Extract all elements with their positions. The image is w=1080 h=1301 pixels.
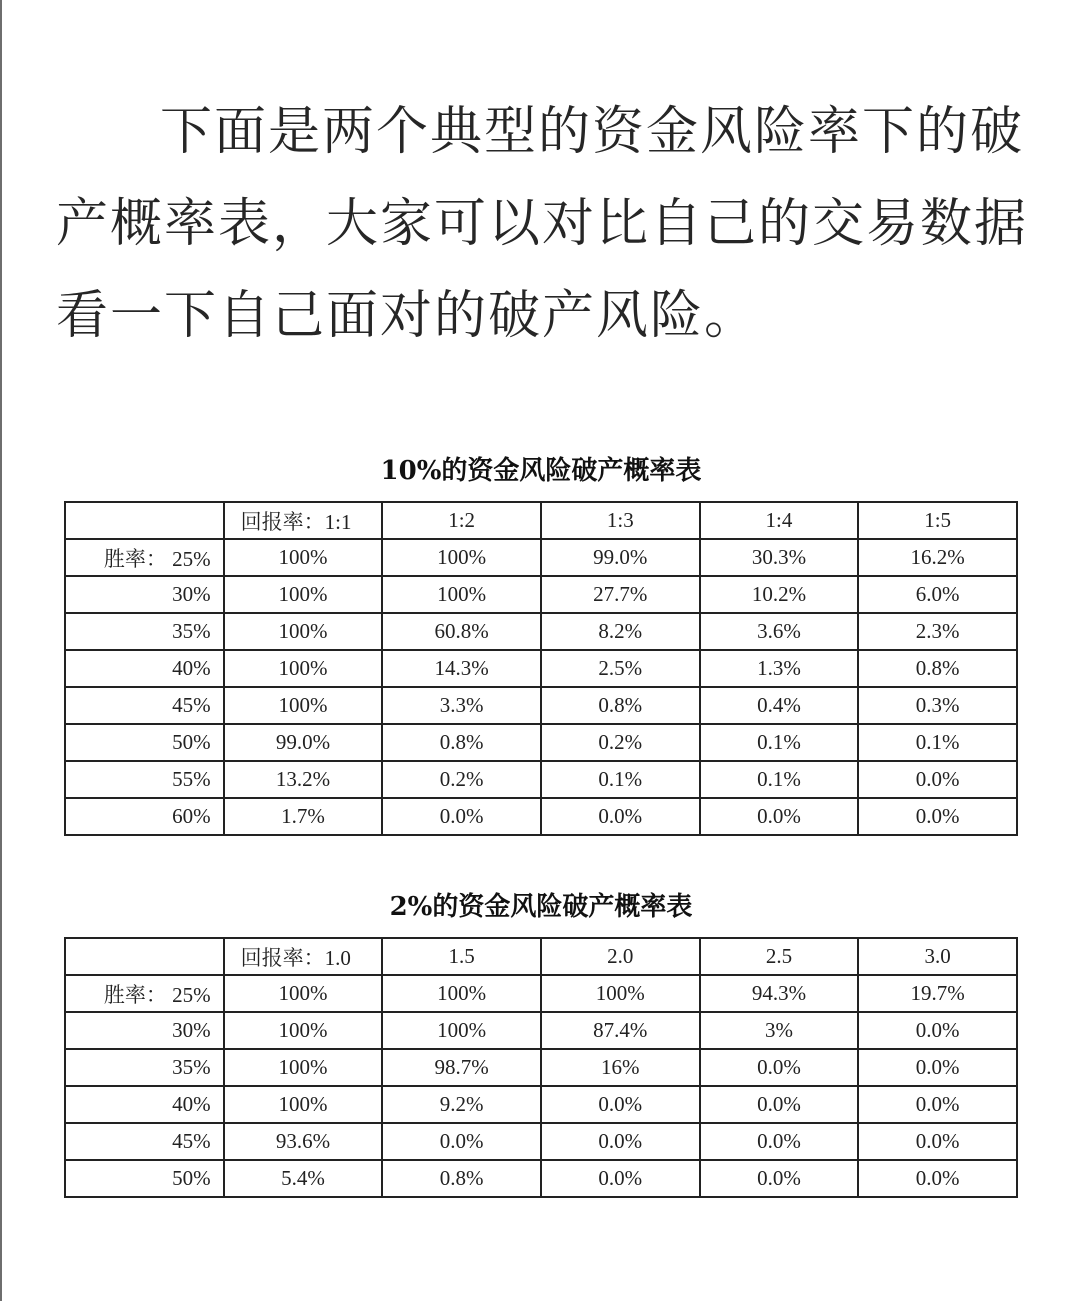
column-header: 2.5 xyxy=(700,938,859,975)
table-cell: 3% xyxy=(700,1012,859,1049)
table-cell: 13.2% xyxy=(224,761,383,798)
column-header: 回报率：1.0 xyxy=(224,938,383,975)
table-cell: 0.8% xyxy=(541,687,700,724)
row-header-win-rate: 35% xyxy=(65,1049,224,1086)
table-cell: 0.2% xyxy=(382,761,541,798)
table2-body xyxy=(65,938,1017,1197)
table-cell: 100% xyxy=(382,576,541,613)
row-header-win-rate: 30% xyxy=(65,576,224,613)
table2-ruin-probability-2pct xyxy=(64,937,1018,1198)
table-cell: 0.0% xyxy=(382,798,541,835)
table-cell: 0.0% xyxy=(858,1123,1017,1160)
column-header: 1:5 xyxy=(858,502,1017,539)
table-row xyxy=(65,798,1017,835)
row-header-win-rate: 35% xyxy=(65,613,224,650)
table-cell: 100% xyxy=(541,975,700,1012)
table-row xyxy=(65,687,1017,724)
column-header: 1:4 xyxy=(700,502,859,539)
table-cell: 0.0% xyxy=(858,1012,1017,1049)
table-cell: 0.0% xyxy=(541,1086,700,1123)
table-cell: 98.7% xyxy=(382,1049,541,1086)
table-row xyxy=(65,1012,1017,1049)
table-cell: 5.4% xyxy=(224,1160,383,1197)
column-header: 2.0 xyxy=(541,938,700,975)
table1-body xyxy=(65,502,1017,835)
table-cell: 100% xyxy=(224,687,383,724)
column-header: 1.5 xyxy=(382,938,541,975)
table-cell: 0.1% xyxy=(700,724,859,761)
table-row xyxy=(65,1086,1017,1123)
table-cell: 100% xyxy=(224,1086,383,1123)
table-row xyxy=(65,650,1017,687)
table-cell: 0.0% xyxy=(858,1160,1017,1197)
table-cell: 16.2% xyxy=(858,539,1017,576)
table-cell: 3.3% xyxy=(382,687,541,724)
table-cell: 0.0% xyxy=(700,1160,859,1197)
table-cell: 1.3% xyxy=(700,650,859,687)
table-cell: 99.0% xyxy=(224,724,383,761)
table-cell: 16% xyxy=(541,1049,700,1086)
column-header: 回报率：1:1 xyxy=(224,502,383,539)
table2-title: 2%的资金风险破产概率表 xyxy=(389,892,693,922)
table-row xyxy=(65,975,1017,1012)
table-cell: 100% xyxy=(224,1012,383,1049)
table-cell: 0.0% xyxy=(541,1160,700,1197)
column-header: 1:2 xyxy=(382,502,541,539)
table-cell: 14.3% xyxy=(382,650,541,687)
table-row xyxy=(65,724,1017,761)
table-cell: 94.3% xyxy=(700,975,859,1012)
row-header-win-rate: 45% xyxy=(65,687,224,724)
table-cell: 2.3% xyxy=(858,613,1017,650)
row-header-win-rate: 40% xyxy=(65,650,224,687)
table-cell: 10.2% xyxy=(700,576,859,613)
table-cell: 0.0% xyxy=(858,798,1017,835)
row-header-win-rate: 40% xyxy=(65,1086,224,1123)
table-cell: 87.4% xyxy=(541,1012,700,1049)
table-cell: 0.2% xyxy=(541,724,700,761)
table-cell: 0.0% xyxy=(858,761,1017,798)
table-cell: 1.7% xyxy=(224,798,383,835)
table-cell: 0.8% xyxy=(382,724,541,761)
left-border-line xyxy=(0,0,2,1301)
table-cell: 6.0% xyxy=(858,576,1017,613)
table-cell: 0.1% xyxy=(541,761,700,798)
table-cell: 0.3% xyxy=(858,687,1017,724)
table-cell: 0.0% xyxy=(541,798,700,835)
column-header: 3.0 xyxy=(858,938,1017,975)
table-cell: 0.0% xyxy=(858,1086,1017,1123)
table-cell: 9.2% xyxy=(382,1086,541,1123)
table-cell: 0.0% xyxy=(700,798,859,835)
intro-paragraph: 下面是两个典型的资金风险率下的破产概率表，大家可以对比自己的交易数据看一下自己面对的破产风险。 xyxy=(56,102,1029,346)
row-header-win-rate: 30% xyxy=(65,1012,224,1049)
table-row xyxy=(65,1049,1017,1086)
table-cell: 100% xyxy=(224,576,383,613)
table-cell: 0.0% xyxy=(700,1049,859,1086)
table-row xyxy=(65,539,1017,576)
table-cell: 100% xyxy=(382,539,541,576)
table-cell: 0.0% xyxy=(382,1123,541,1160)
table-row xyxy=(65,1123,1017,1160)
header-row xyxy=(65,502,1017,539)
table-cell: 100% xyxy=(224,539,383,576)
table1-title: 10%的资金风险破产概率表 xyxy=(380,456,702,486)
table-cell: 100% xyxy=(382,1012,541,1049)
table-cell: 60.8% xyxy=(382,613,541,650)
table-cell: 0.0% xyxy=(541,1123,700,1160)
table-cell: 27.7% xyxy=(541,576,700,613)
header-row xyxy=(65,938,1017,975)
table-cell: 100% xyxy=(224,975,383,1012)
row-header-win-rate: 45% xyxy=(65,1123,224,1160)
table-cell: 0.1% xyxy=(858,724,1017,761)
column-header: 1:3 xyxy=(541,502,700,539)
table-row xyxy=(65,576,1017,613)
table-cell: 100% xyxy=(224,613,383,650)
table-cell: 30.3% xyxy=(700,539,859,576)
table-row xyxy=(65,761,1017,798)
row-header-win-rate: 50% xyxy=(65,1160,224,1197)
table-cell: 2.5% xyxy=(541,650,700,687)
table-cell: 0.8% xyxy=(382,1160,541,1197)
table-cell: 0.0% xyxy=(858,1049,1017,1086)
row-header-win-rate: 50% xyxy=(65,724,224,761)
table-cell: 0.0% xyxy=(700,1123,859,1160)
row-header-win-rate: 胜率： 25% xyxy=(65,539,224,576)
row-header-win-rate: 胜率： 25% xyxy=(65,975,224,1012)
table-row xyxy=(65,1160,1017,1197)
table-cell: 0.0% xyxy=(700,1086,859,1123)
table-cell: 100% xyxy=(224,1049,383,1086)
table-cell: 0.4% xyxy=(700,687,859,724)
table-cell: 100% xyxy=(382,975,541,1012)
row-header-win-rate: 55% xyxy=(65,761,224,798)
corner-cell xyxy=(65,502,224,539)
table-row xyxy=(65,613,1017,650)
table1-ruin-probability-10pct xyxy=(64,501,1018,836)
table-cell: 0.1% xyxy=(700,761,859,798)
table-cell: 3.6% xyxy=(700,613,859,650)
corner-cell xyxy=(65,938,224,975)
table-cell: 8.2% xyxy=(541,613,700,650)
row-header-win-rate: 60% xyxy=(65,798,224,835)
table-cell: 99.0% xyxy=(541,539,700,576)
table-cell: 0.8% xyxy=(858,650,1017,687)
table-cell: 100% xyxy=(224,650,383,687)
table-cell: 19.7% xyxy=(858,975,1017,1012)
table-cell: 93.6% xyxy=(224,1123,383,1160)
